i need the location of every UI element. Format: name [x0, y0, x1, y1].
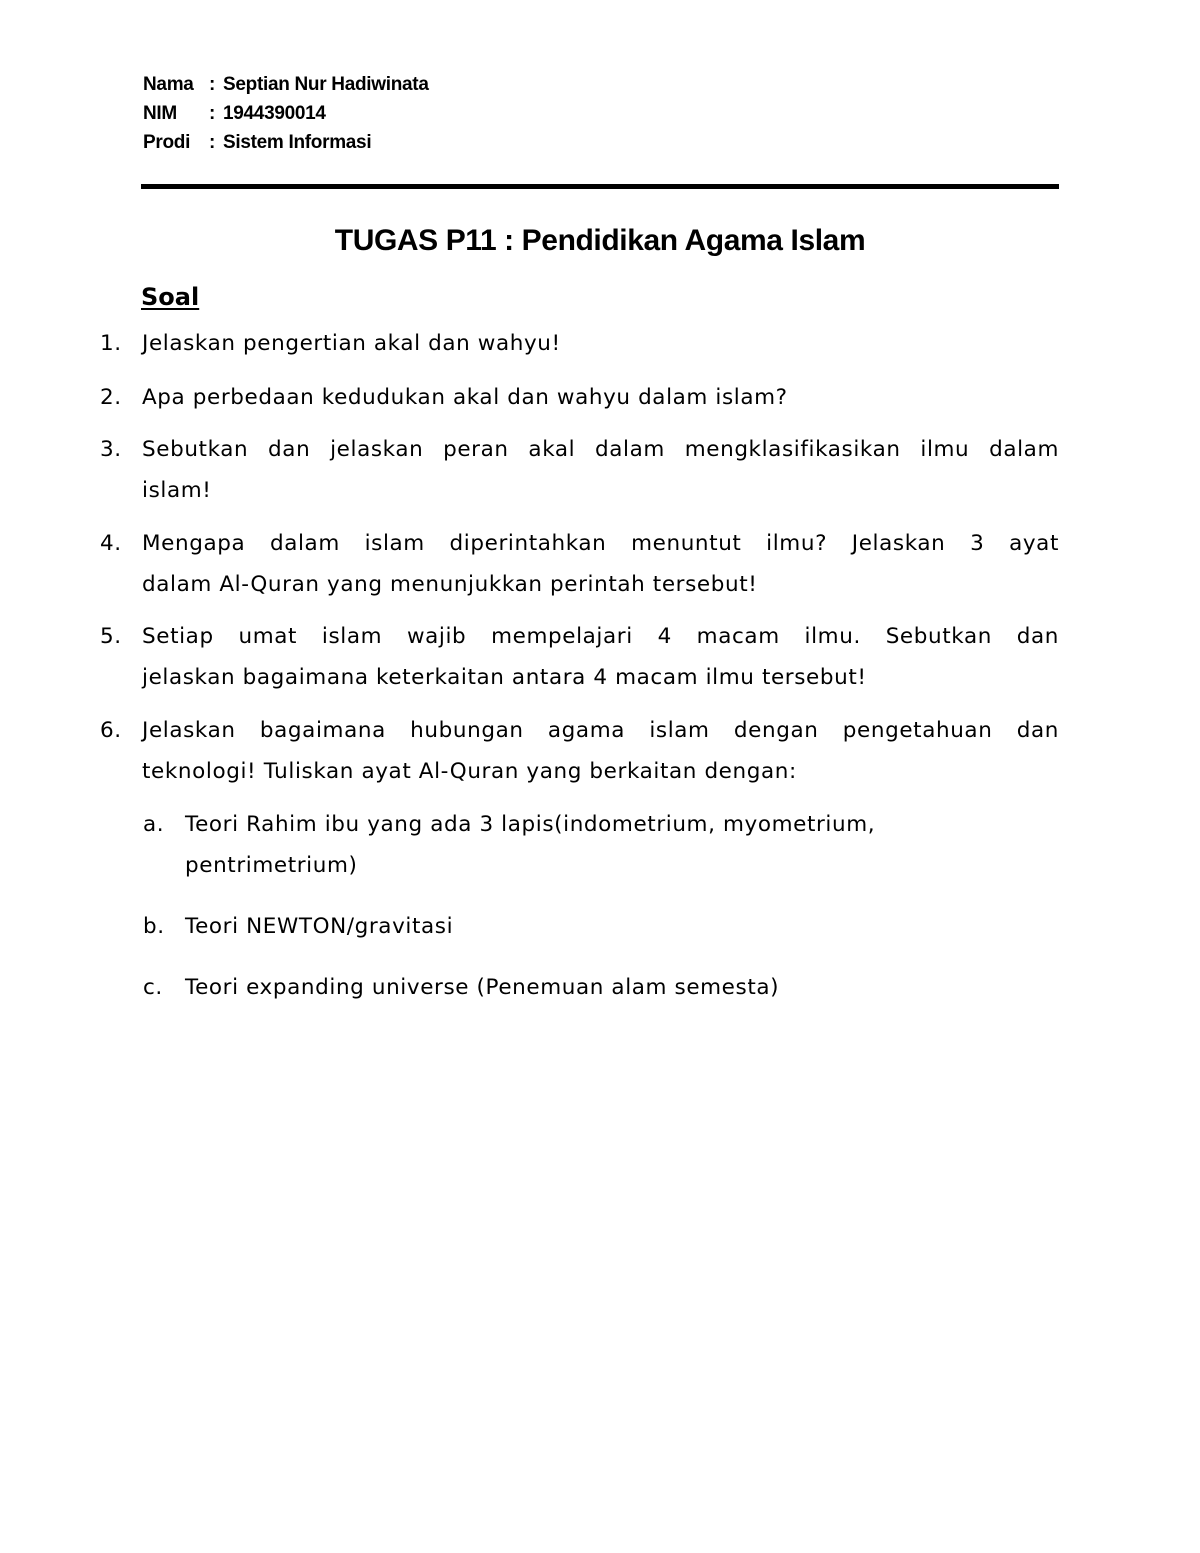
question-item	[100, 429, 1059, 511]
identity-value: Sistem Informasi	[223, 132, 372, 153]
question-item	[100, 523, 1059, 605]
question-item	[100, 323, 1059, 364]
section-heading-soal: Soal	[141, 283, 200, 311]
question-line: Mengapa dalam islam diperintahkan menuntut ilmu? Jelaskan 3 ayat	[142, 531, 1059, 556]
sub-item-text	[185, 804, 1059, 886]
identity-row-nim	[143, 99, 429, 128]
question-text	[142, 710, 1059, 792]
question-item	[100, 377, 1059, 418]
question-number: 2.	[100, 385, 122, 410]
identity-key: NIM	[143, 103, 177, 124]
question-item	[100, 710, 1059, 792]
sub-item	[143, 804, 1059, 886]
question-line: teknologi! Tuliskan ayat Al-Quran yang berkaitan dengan:	[142, 759, 797, 784]
sub-item-line: Teori Rahim ibu yang ada 3 lapis(indometrium, myometrium,	[185, 812, 876, 837]
question-text	[142, 377, 1059, 418]
question-number: 1.	[100, 331, 122, 356]
question-line: dalam Al-Quran yang menunjukkan perintah tersebut!	[142, 572, 758, 597]
question-line: Jelaskan pengertian akal dan wahyu!	[142, 331, 561, 356]
question-number: 6.	[100, 718, 122, 743]
question-line: islam!	[142, 478, 212, 503]
identity-value: 1944390014	[223, 103, 326, 124]
student-identity-block	[143, 70, 429, 157]
identity-value: Septian Nur Hadiwinata	[223, 74, 429, 95]
question-text	[142, 429, 1059, 511]
sub-item-letter: b.	[143, 914, 165, 939]
sub-item-line: Teori expanding universe (Penemuan alam semesta)	[185, 975, 780, 1000]
question-text	[142, 323, 1059, 364]
sub-item	[143, 967, 1059, 1008]
question-number: 4.	[100, 531, 122, 556]
question-text	[142, 523, 1059, 605]
sub-item-letter: c.	[143, 975, 163, 1000]
question-line: Setiap umat islam wajib mempelajari 4 macam ilmu. Sebutkan dan	[142, 624, 1059, 649]
question-number: 5.	[100, 624, 122, 649]
sub-item-line: Teori NEWTON/gravitasi	[185, 914, 454, 939]
document-title: TUGAS P11 : Pendidikan Agama Islam	[334, 224, 866, 257]
question-item	[100, 616, 1059, 698]
sub-item-text	[185, 906, 1059, 947]
identity-row-prodi	[143, 128, 429, 157]
question-line: jelaskan bagaimana keterkaitan antara 4 macam ilmu tersebut!	[142, 665, 867, 690]
identity-key: Nama	[143, 74, 194, 95]
identity-separator: :	[209, 103, 216, 124]
question-line: Apa perbedaan kedudukan akal dan wahyu dalam islam?	[142, 385, 788, 410]
sub-item-line: pentrimetrium)	[185, 853, 358, 878]
sub-item	[143, 906, 1059, 947]
identity-separator: :	[209, 132, 216, 153]
identity-key: Prodi	[143, 132, 191, 153]
sub-item-text	[185, 967, 1059, 1008]
question-line: Sebutkan dan jelaskan peran akal dalam mengklasifikasikan ilmu dalam	[142, 437, 1059, 462]
question-text	[142, 616, 1059, 698]
identity-row-nama	[143, 70, 429, 99]
question-line: Jelaskan bagaimana hubungan agama islam dengan pengetahuan dan	[142, 718, 1059, 743]
question-number: 3.	[100, 437, 122, 462]
identity-separator: :	[209, 74, 216, 95]
sub-item-letter: a.	[143, 812, 165, 837]
horizontal-divider	[141, 184, 1059, 189]
